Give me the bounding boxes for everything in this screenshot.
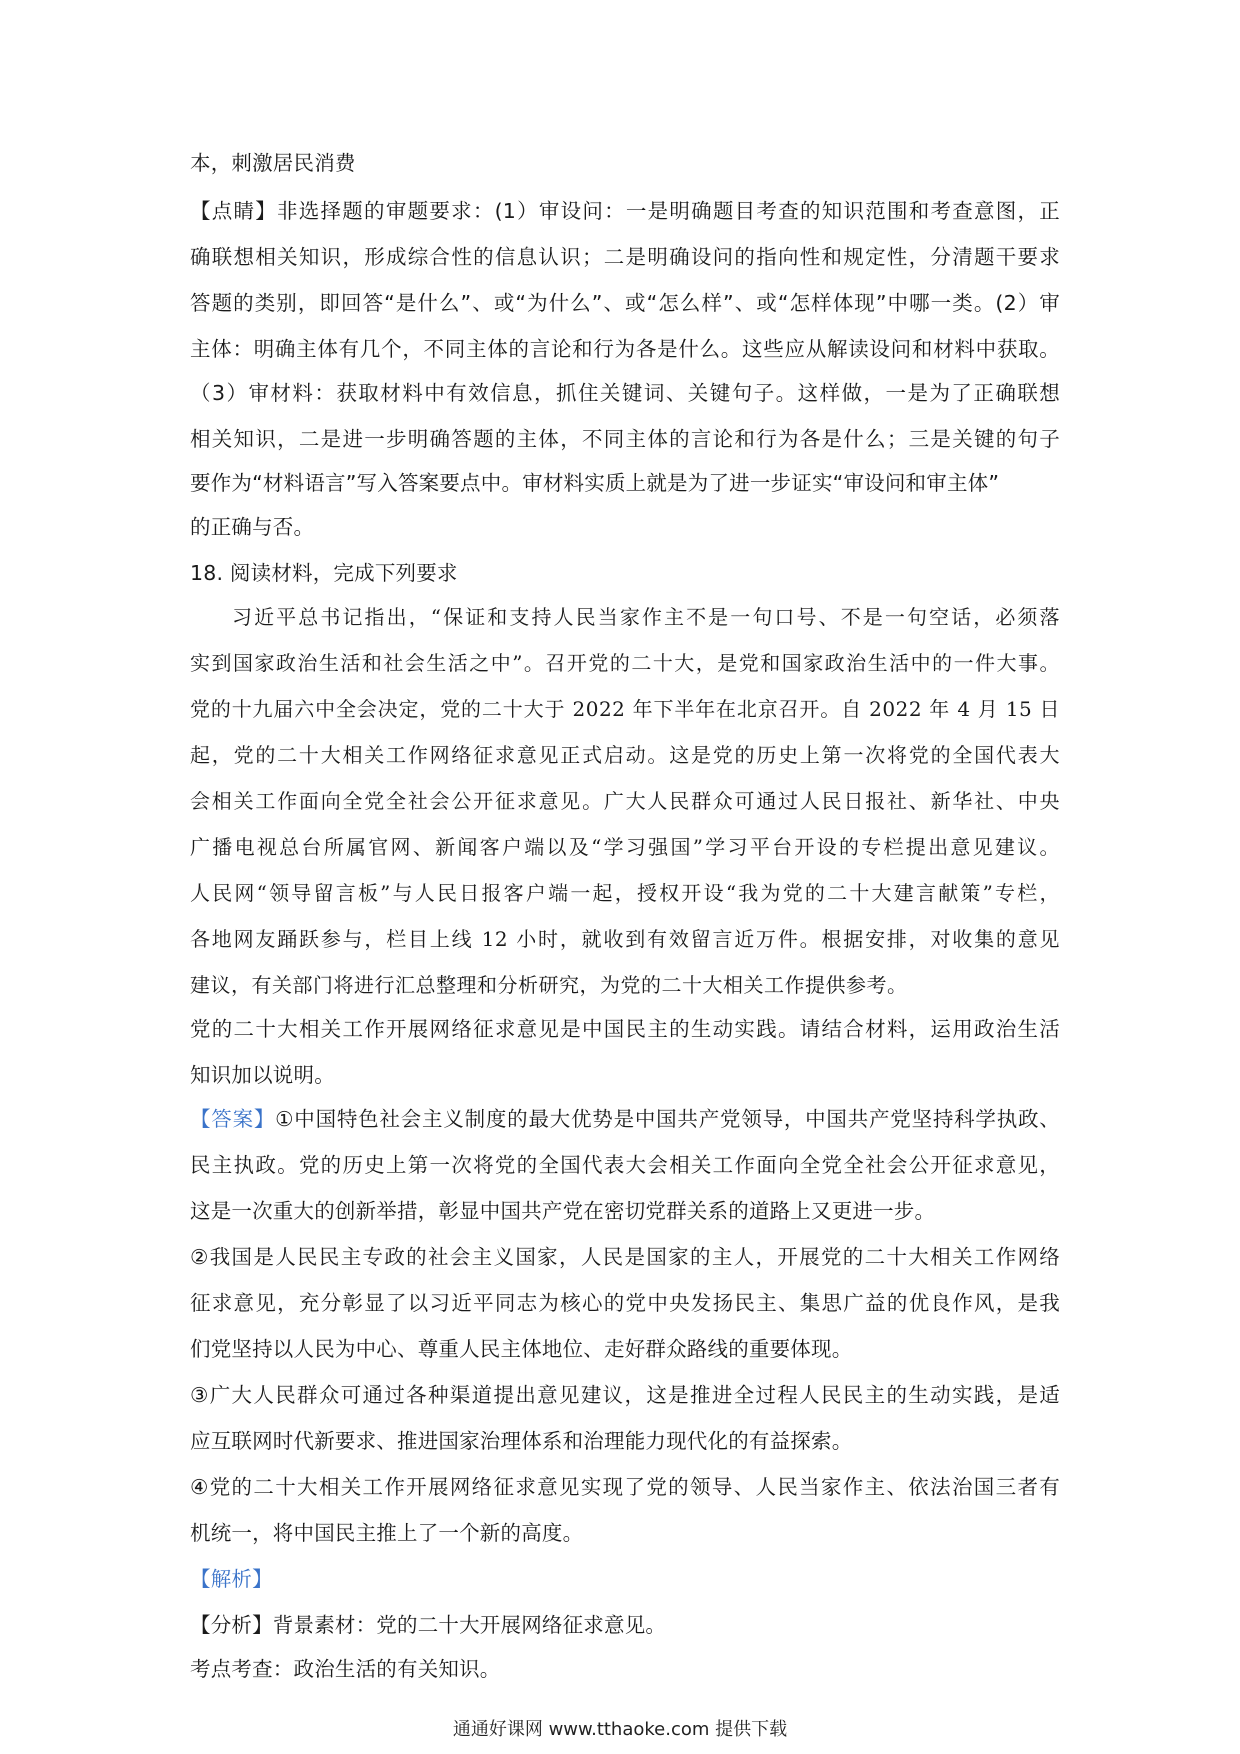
- dianjing-line: 确联想相关知识，形成综合性的信息认识；二是明确设问的指向性和规定性，分清题干要求: [190, 245, 1060, 269]
- ask-line: 知识加以说明。: [190, 1063, 335, 1087]
- material-line: 党的十九届六中全会决定，党的二十大于 2022 年下半年在北京召开。自 2022 年 4 月 15 日: [190, 697, 1060, 721]
- dianjing-label: 【点睛】: [190, 199, 278, 223]
- material-line: 各地网友踊跃参与，栏目上线 12 小时，就收到有效留言近万件。根据安排，对收集的意见: [190, 927, 1060, 951]
- answer-line: 应互联网时代新要求、推进国家治理体系和治理能力现代化的有益探索。: [190, 1429, 853, 1453]
- dianjing-line: 的正确与否。: [190, 515, 315, 539]
- material-line: 起，党的二十大相关工作网络征求意见正式启动。这是党的历史上第一次将党的全国代表大: [190, 743, 1060, 767]
- answer-line: 征求意见，充分彰显了以习近平同志为核心的党中央发扬民主、集思广益的优良作风，是我: [190, 1291, 1060, 1315]
- material-line: 习近平总书记指出，“保证和支持人民当家作主不是一句口号、不是一句空话，必须落: [232, 605, 1060, 629]
- answer-line: ③广大人民群众可通过各种渠道提出意见建议，这是推进全过程人民民主的生动实践，是适: [190, 1383, 1060, 1407]
- material-line: 广播电视总台所属官网、新闻客户端以及“学习强国”学习平台开设的专栏提出意见建议。: [190, 835, 1060, 859]
- question-heading: 18. 阅读材料，完成下列要求: [190, 561, 458, 585]
- answer-line: 机统一，将中国民主推上了一个新的高度。: [190, 1521, 584, 1545]
- material-line: 建议，有关部门将进行汇总整理和分析研究，为党的二十大相关工作提供参考。: [190, 973, 908, 997]
- dianjing-line-1: 【点睛】非选择题的审题要求：(1）审设问：一是明确题目考查的知识范围和考查意图，正: [190, 199, 1060, 223]
- dianjing-line: （3）审材料：获取材料中有效信息，抓住关键词、关键句子。这样做，一是为了正确联想: [190, 381, 1060, 405]
- material-line: 会相关工作面向全党全社会公开征求意见。广大人民群众可通过人民日报社、新华社、中央: [190, 789, 1060, 813]
- answer-line: ④党的二十大相关工作开展网络征求意见实现了党的领导、人民当家作主、依法治国三者有: [190, 1475, 1060, 1499]
- answer-label: 【答案】: [190, 1107, 276, 1131]
- analysis-line: 【分析】背景素材：党的二十大开展网络征求意见。: [190, 1613, 667, 1637]
- analysis-label: 【解析】: [190, 1567, 273, 1591]
- material-line: 人民网“领导留言板”与人民日报客户端一起，授权开设“我为党的二十大建言献策”专栏，: [190, 881, 1060, 905]
- analysis-line: 考点考查：政治生活的有关知识。: [190, 1657, 501, 1681]
- dianjing-line: 要作为“材料语言”写入答案要点中。审材料实质上就是为了进一步证实“审设问和审主体”: [190, 471, 1000, 495]
- answer-line: 民主执政。党的历史上第一次将党的全国代表大会相关工作面向全党全社会公开征求意见，: [190, 1153, 1060, 1177]
- answer-line: 们党坚持以人民为中心、尊重人民主体地位、走好群众路线的重要体现。: [190, 1337, 853, 1361]
- answer-line: 这是一次重大的创新举措，彰显中国共产党在密切党群关系的道路上又更进一步。: [190, 1199, 936, 1223]
- dianjing-line: 答题的类别，即回答“是什么”、或“为什么”、或“怎么样”、或“怎样体现”中哪一类。(2）审: [190, 291, 1060, 315]
- dianjing-line: 相关知识，二是进一步明确答题的主体，不同主体的言论和行为各是什么；三是关键的句子: [190, 427, 1060, 451]
- material-line: 实到国家政治生活和社会生活之中”。召开党的二十大，是党和国家政治生活中的一件大事。: [190, 651, 1060, 675]
- text-line: 本，刺激居民消费: [190, 151, 356, 175]
- dianjing-line: 主体：明确主体有几个，不同主体的言论和行为各是什么。这些应从解读设问和材料中获取。: [190, 337, 1060, 361]
- ask-line: 党的二十大相关工作开展网络征求意见是中国民主的生动实践。请结合材料，运用政治生活: [190, 1017, 1060, 1041]
- page-footer: 通通好课网 www.tthaoke.com 提供下载: [452, 1719, 788, 1740]
- answer-line: ②我国是人民民主专政的社会主义国家，人民是国家的主人，开展党的二十大相关工作网络: [190, 1245, 1060, 1269]
- answer-line-1: 【答案】①中国特色社会主义制度的最大优势是中国共产党领导，中国共产党坚持科学执政、: [190, 1107, 1060, 1131]
